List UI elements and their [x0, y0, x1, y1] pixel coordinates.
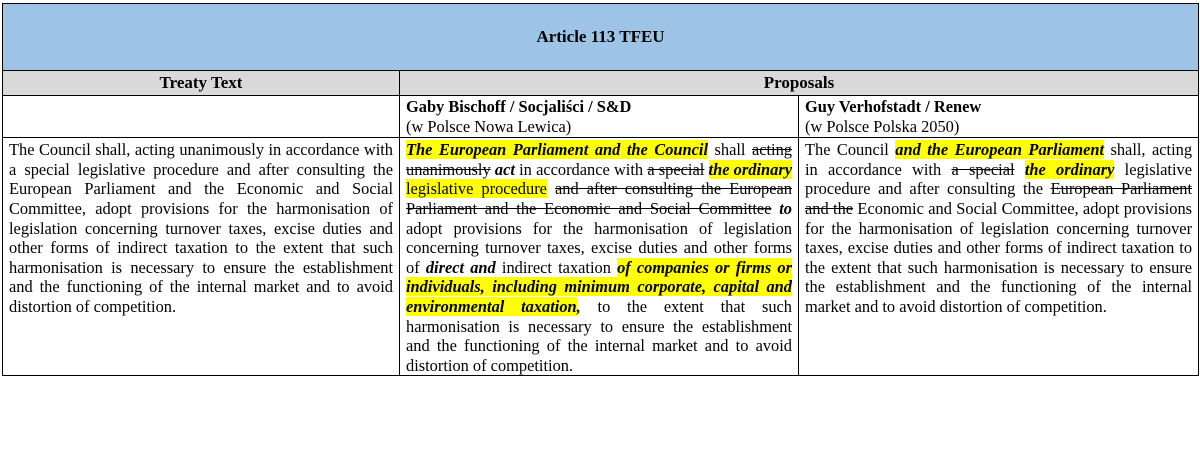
- treaty-text-body: The Council shall, acting unanimously in accordance with a special legislative procedure and after consulting the European Parliament and the Economic and Social Committee, adopt provisions for the harmonisation of legislation concerning turnover taxes, excise duties and other forms of indirect taxation to the extent that such harmonisation is necessary to ensure the establishment and the functioning of the internal market and to avoid distortion of competition.: [3, 138, 400, 376]
- article-title: Article 113 TFEU: [3, 4, 1199, 71]
- proposer-2-party: (w Polsce Polska 2050): [805, 116, 960, 136]
- proposal-1-segment: The European Parliament and the Council: [406, 140, 709, 160]
- proposal-2-segment: the ordinary: [1024, 159, 1115, 179]
- proposer-row: [3, 96, 1199, 138]
- proposal-1-body: [400, 138, 799, 376]
- proposals-header: Proposals: [400, 71, 1199, 96]
- proposal-1-segment: to: [779, 198, 792, 218]
- proposal-1-segment: and after consulting the European Parliament and the Economic and Social Committee: [406, 179, 792, 218]
- proposal-1-segment: to the extent that such harmonisation is necessary to ensure the establishment and the functioning of the internal market and to avoid distortion of competition.: [406, 296, 792, 375]
- proposal-1-segment: of companies or firms or individuals, including minimum corporate, capital and environmental taxation: [406, 257, 792, 316]
- proposer-1-cell: [400, 96, 799, 138]
- proposal-2-segment: [1015, 160, 1025, 179]
- proposal-1-segment: ,: [576, 296, 581, 316]
- proposal-2-body: [799, 138, 1199, 376]
- proposal-1-segment: legislative procedure: [406, 179, 547, 199]
- header-row: [3, 71, 1199, 96]
- proposer-1-party: (w Polsce Nowa Lewica): [406, 116, 572, 136]
- proposer-2-cell: [799, 96, 1199, 138]
- proposer-1-name: Gaby Bischoff / Socjaliści / S&D: [406, 97, 632, 116]
- proposal-2-segment: shall, acting in accordance with: [805, 140, 1193, 179]
- proposal-2-segment: Economic and Social Committee, adopt provisions for the harmonisation of legislation concerning turnover taxes, excise duties and other forms of indirect taxation to the extent that such harmonisation is necessary to ensure the establishment and the functioning of the internal market and to avoid distortion of competition.: [805, 198, 1193, 316]
- proposal-1-segment: act: [494, 159, 515, 179]
- proposal-2-segment: and the European Parliament: [895, 140, 1105, 160]
- proposal-1-segment: in accordance with: [514, 159, 648, 179]
- title-row: [3, 4, 1199, 71]
- proposal-1-segment: indirect taxation: [495, 257, 618, 277]
- content-row: [3, 138, 1199, 376]
- proposal-2-segment: The Council: [805, 140, 896, 160]
- proposer-2-name: Guy Verhofstadt / Renew: [805, 97, 982, 116]
- proposal-1-segment: acting unanimously: [406, 140, 793, 179]
- proposal-2-segment: legislative procedure and after consulting the: [805, 159, 1193, 199]
- proposal-1-segment: [704, 160, 708, 179]
- article-comparison-table: [2, 3, 1199, 376]
- proposal-1-segment: direct and: [425, 257, 496, 277]
- proposal-1-segment: shall: [708, 140, 752, 160]
- treaty-text-header: Treaty Text: [3, 71, 400, 96]
- proposal-1-segment: [547, 179, 555, 198]
- proposal-1-segment: adopt provisions for the harmonisation of legislation concerning turnover taxes, excise duties and other forms of: [406, 218, 792, 277]
- proposal-2-segment: European Parliament and the: [805, 179, 1193, 218]
- proposal-1-segment: the ordinary: [708, 159, 792, 179]
- empty-cell: [3, 96, 400, 138]
- proposal-2-segment: a special: [951, 159, 1015, 179]
- proposal-1-segment: a special: [647, 159, 705, 179]
